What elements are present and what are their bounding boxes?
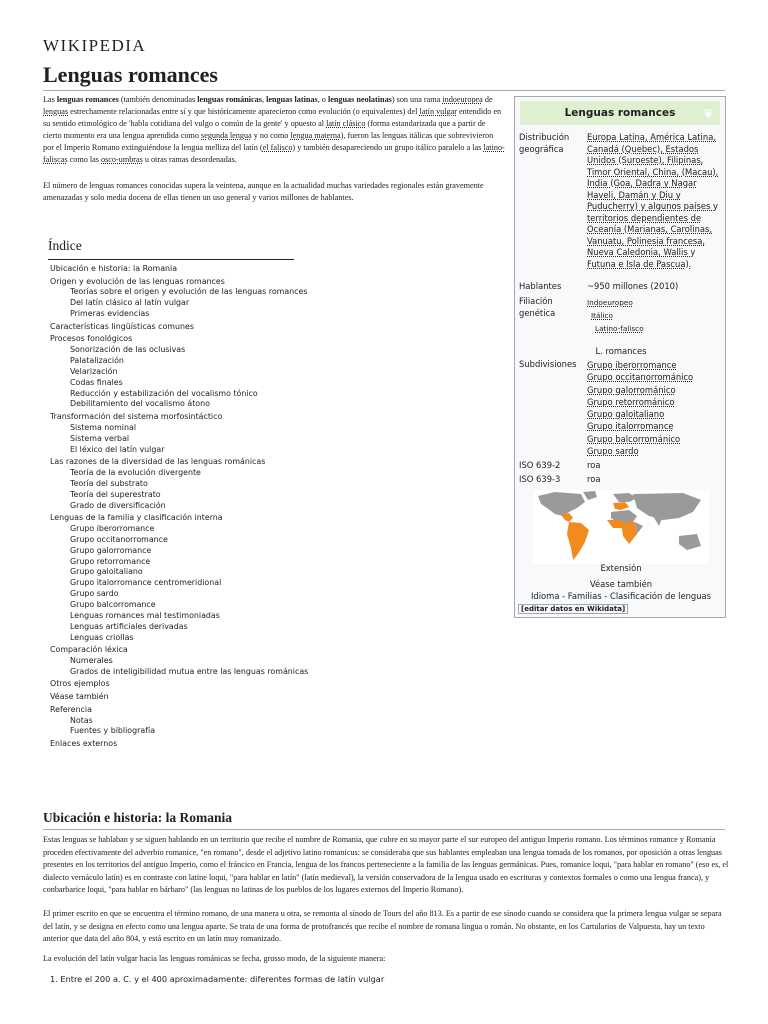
section-paragraph: Estas lenguas se hablaban y se siguen hablando en un territorio que recibe el nombre de Romania, que cubre en su mayor parte el sur europeo del antiguo Imperio romano. Los términos romance y Romania proceden efectivamente del adverbio romanice, "en romano", desde el adjetivo latino romanicus: se consideraba que sus hablantes empleaban una lengua tomada de los romanos, por oposición a otras lenguas presentes en los territorios del antiguo Imperio, como el fráncico en Francia, lengua de los francos perteneciente a la familia de las lenguas germánicas. Pues, romanice loqui, "para hablar en romano" (eso es, el dialecto vernáculo latín) es en contraste con latine loqui, "para hablar en latín" (latín medieval), la versión conservadora de la lengua usado en escrituras y contextos formales o como una lengua franca), y conbarbarice loqui, "para hablar en bárbaro" (las lenguas no latinas de los pueblos de los lugares externos del Imperio Romano). <box>43 835 729 895</box>
subdivisiones-list <box>587 359 723 457</box>
toc-item[interactable]: Procesos fonológicos <box>50 334 133 344</box>
hablantes-value: ~950 millones (2010) <box>587 281 679 291</box>
intro-text: (forma estandarizada que a partir de cierto momento era una lengua aprendida como <box>43 119 486 141</box>
intro-link[interactable]: latín clásico <box>326 119 366 129</box>
subdivision-link[interactable]: Grupo balcorrománico <box>587 433 681 444</box>
intro-text: y no como <box>251 131 291 141</box>
toc-subitem[interactable]: Reducción y estabilización del vocalismo tónico <box>70 388 258 398</box>
section-paragraph: La evolución del latín vulgar hacia las lenguas románicas se fecha, grosso modo, de la siguiente manera: <box>43 954 386 963</box>
toc-subitem[interactable]: Notas <box>70 715 93 725</box>
map-india <box>653 516 663 526</box>
section-heading: Ubicación e historia: la Romania <box>43 810 232 825</box>
toc-item[interactable]: Origen y evolución de las lenguas romances <box>50 276 225 286</box>
toc-subitem[interactable]: Grupo galorromance <box>70 545 152 555</box>
distribucion-value[interactable] <box>587 132 723 270</box>
intro-text: ), fueron las lenguas itálicas que sobrevivieron por el Imperio Romano extinguiéndose la lengua melliza del latín ( <box>43 131 494 153</box>
toc-subitem[interactable]: El léxico del latín vulgar <box>70 444 165 454</box>
leaf-icon: ❦ <box>703 107 714 122</box>
table-of-contents <box>48 238 309 748</box>
toc-subitem[interactable]: Teorías sobre el origen y evolución de las lenguas romances <box>70 287 308 297</box>
wikipedia-wordmark[interactable]: WIKIPEDIA <box>43 36 147 55</box>
intro-bold-term: lenguas neolatinas <box>327 95 392 104</box>
intro-link[interactable]: el falisco <box>262 143 293 153</box>
toc-item[interactable]: Características lingüísticas comunes <box>50 321 194 331</box>
toc-subitem[interactable]: Grupo iberorromance <box>70 524 155 534</box>
lromances-node: L. romances <box>595 346 647 356</box>
toc-item[interactable]: Enlaces externos <box>50 738 118 748</box>
intro-link[interactable]: lenguas <box>43 107 69 117</box>
see-also-links[interactable]: Idioma - Familias - Clasificación de lenguas <box>530 591 712 601</box>
subdivisiones-label: Subdivisiones <box>519 359 577 369</box>
toc-subitem[interactable]: Velarización <box>70 366 118 376</box>
toc-divider <box>48 259 294 260</box>
distribucion-text[interactable]: Europa Latina, América Latina, Canadá (Quebec), Estados Unidos (Suroeste), Filipinas, Timor Oriental, China, (Macau), India (Goa, Dadra y Nagar Haveli, Damán y Diu y Puducherry) y algunos países y territorios dependientes de Oceanía (Marianas, Carolinas, Vanuatu, Polinesia francesa, Nueva Caledonia, Wallis y Futuna e Isla de Pascua). <box>587 132 719 269</box>
toc-subitem[interactable]: Codas finales <box>70 377 123 387</box>
toc-subitem[interactable]: Grupo galoitaliano <box>70 567 143 577</box>
toc-subitem[interactable]: Sistema nominal <box>70 422 137 432</box>
page-title: Lenguas romances <box>43 62 218 87</box>
title-divider <box>43 90 725 91</box>
intro-text: de <box>482 95 493 104</box>
toc-subitem[interactable]: Fuentes y bibliografía <box>70 726 156 736</box>
map-europe-romance <box>613 502 629 510</box>
map-south-america <box>567 522 589 560</box>
iso2-label[interactable]: ISO 639-2 <box>519 460 561 470</box>
intro-text: u otras ramas desordenadas. <box>142 155 237 165</box>
distribucion-label: Distribución geográfica <box>519 132 570 154</box>
toc-subitem[interactable]: Del latín clásico al latín vulgar <box>70 298 190 308</box>
toc-title: Índice <box>48 238 82 253</box>
intro-link[interactable]: lengua materna <box>290 131 341 141</box>
iso3-label[interactable]: ISO 639-3 <box>519 474 561 484</box>
intro-link[interactable]: latín vulgar <box>419 107 457 117</box>
toc-subitem[interactable]: Lenguas romances mal testimoniadas <box>70 610 220 620</box>
toc-subitem[interactable]: Grupo italorromance centromeridional <box>70 578 222 588</box>
toc-subitem[interactable]: Grupo balcorromance <box>70 600 156 609</box>
intro-text: como las <box>67 155 101 165</box>
filiacion-label: Filiación genética <box>519 296 556 318</box>
filiacion-item[interactable]: Latino-falisco <box>595 324 644 333</box>
toc-subitem[interactable]: Teoría de la evolución divergente <box>70 468 201 478</box>
subdivision-link[interactable]: Grupo galoitaliano <box>587 409 665 420</box>
intro-text: ) y también desapareciendo un grupo itálico paralelo a las <box>292 143 484 153</box>
edit-wikidata-link[interactable]: [editar datos en Wikidata] <box>518 604 628 614</box>
toc-subitem[interactable]: Lenguas artificiales derivadas <box>70 621 188 631</box>
subdivision-link[interactable]: Grupo retorrománico <box>587 396 675 407</box>
toc-subitem[interactable]: Teoría del substrato <box>70 478 148 488</box>
iso3-value: roa <box>587 474 601 484</box>
subdivision-link[interactable]: Grupo italorromance <box>587 421 674 432</box>
toc-item[interactable]: Otros ejemplos <box>50 679 110 689</box>
toc-item[interactable]: Véase también <box>50 692 109 702</box>
section-paragraph: El primer escrito en que se encuentra el término romano, de una manera u otra, se remonta al sínodo de Tours del año 813. Es a partir de ese sínodo cuando se considera que la primera lengua vulgar se separa del latín, y se designa en efecto como una lengua aparte. Se trata de una forma de protofrancés que recibe el nombre de romana lingua o román. No obstante, en los Cartularios de Valpuesta, hay un texto anterior que data del año 804, y está escrito en un latín muy romanizado. <box>43 909 722 944</box>
toc-subitem[interactable]: Numerales <box>70 656 113 665</box>
filiacion-tree <box>587 296 723 335</box>
infobox-heading-text: Lenguas romances <box>564 107 676 119</box>
intro-link[interactable]: segunda lengua <box>201 131 252 141</box>
intro-text: , <box>261 95 267 104</box>
map-africa-central <box>621 522 637 544</box>
map-caption: Extensión <box>600 563 642 573</box>
hablantes-label: Hablantes <box>519 281 562 291</box>
intro-text: (también denominadas <box>118 95 198 104</box>
infobox <box>514 96 726 618</box>
intro-text: Las <box>43 95 57 104</box>
subdivision-link[interactable]: Grupo sardo <box>587 446 639 457</box>
map-africa-west <box>607 520 623 528</box>
intro-paragraph-2: El número de lenguas romances conocidas supera la veintena, aunque en la actualidad muchas variedades regionales están gravemente amenazadas y solo media docena de ellas tienen un uso general y varios millones de hablantes. <box>43 181 484 203</box>
toc-item[interactable]: Transformación del sistema morfosintáctico <box>50 412 223 422</box>
toc-subitem[interactable]: Lenguas criollas <box>70 632 134 642</box>
toc-subitem[interactable]: Grupo retorromance <box>70 556 151 566</box>
toc-subitem[interactable]: Primeras evidencias <box>70 309 150 319</box>
intro-bold-term: lenguas latinas <box>266 95 318 104</box>
intro-text: estrechamente relacionadas entre sí y que históricamente aparecieron como evolución (o equivalentes) del <box>68 107 420 117</box>
subdivision-link[interactable]: Grupo occitanorrománico <box>587 372 694 383</box>
iso2-value: roa <box>587 460 601 470</box>
toc-item[interactable]: Referencia <box>50 704 92 714</box>
romance-languages-map[interactable] <box>533 490 709 564</box>
subdivision-link[interactable]: Grupo iberorromance <box>587 360 677 370</box>
toc-subitem[interactable]: Grado de diversificación <box>70 500 166 510</box>
intro-bold-term: lenguas románicas <box>197 95 262 104</box>
toc-item[interactable]: Ubicación e historia: la Romania <box>50 264 178 273</box>
list-item: 1. Entre el 200 a. C. y el 400 aproximadamente: diferentes formas de latín vulgar <box>50 974 385 984</box>
toc-subitem[interactable]: Debilitamiento del vocalismo átono <box>70 399 210 409</box>
intro-link[interactable]: latino-faliscas <box>43 143 505 165</box>
intro-link[interactable]: indoeuropea <box>442 95 483 104</box>
intro-link[interactable]: osco-umbras <box>101 155 143 165</box>
see-also-heading: Véase también <box>589 579 653 589</box>
toc-subitem[interactable]: Sistema verbal <box>70 433 130 443</box>
toc-subitem[interactable]: Palatalización <box>70 356 124 366</box>
intro-text: , o <box>317 95 328 104</box>
toc-item[interactable]: Lenguas de la familia y clasificación interna <box>50 513 223 523</box>
intro-text: entendido en su sentido etimológico de 'habla cotidiana del vulgo o común de la gente' y opuesto al <box>43 107 502 129</box>
infobox-heading <box>520 101 720 125</box>
filiacion-item[interactable]: Itálico <box>591 311 614 320</box>
toc-item[interactable]: Las razones de la diversidad de las lenguas románicas <box>50 457 266 467</box>
filiacion-item[interactable]: Indoeuropeo <box>587 298 633 307</box>
map-asia <box>633 493 701 520</box>
intro-paragraph-1 <box>43 94 505 167</box>
toc-subitem[interactable]: Sonorización de las oclusivas <box>70 345 186 355</box>
toc-subitem[interactable]: Grupo occitanorromance <box>70 534 168 544</box>
toc-item[interactable]: Comparación léxica <box>50 645 128 655</box>
intro-text: ) son una rama <box>391 95 443 104</box>
subdivision-link[interactable]: Grupo galorrománico <box>587 384 676 395</box>
intro-bold-term: lenguas romances <box>56 95 119 104</box>
map-australia <box>679 534 701 550</box>
toc-subitem[interactable]: Teoría del superestrato <box>70 489 161 499</box>
map-greenland <box>583 491 597 500</box>
toc-subitem[interactable]: Grados de inteligibilidad mutua entre las lenguas románicas <box>70 666 309 676</box>
map-north-america <box>538 492 585 516</box>
section-divider <box>43 829 725 830</box>
toc-subitem[interactable]: Grupo sardo <box>70 589 119 599</box>
